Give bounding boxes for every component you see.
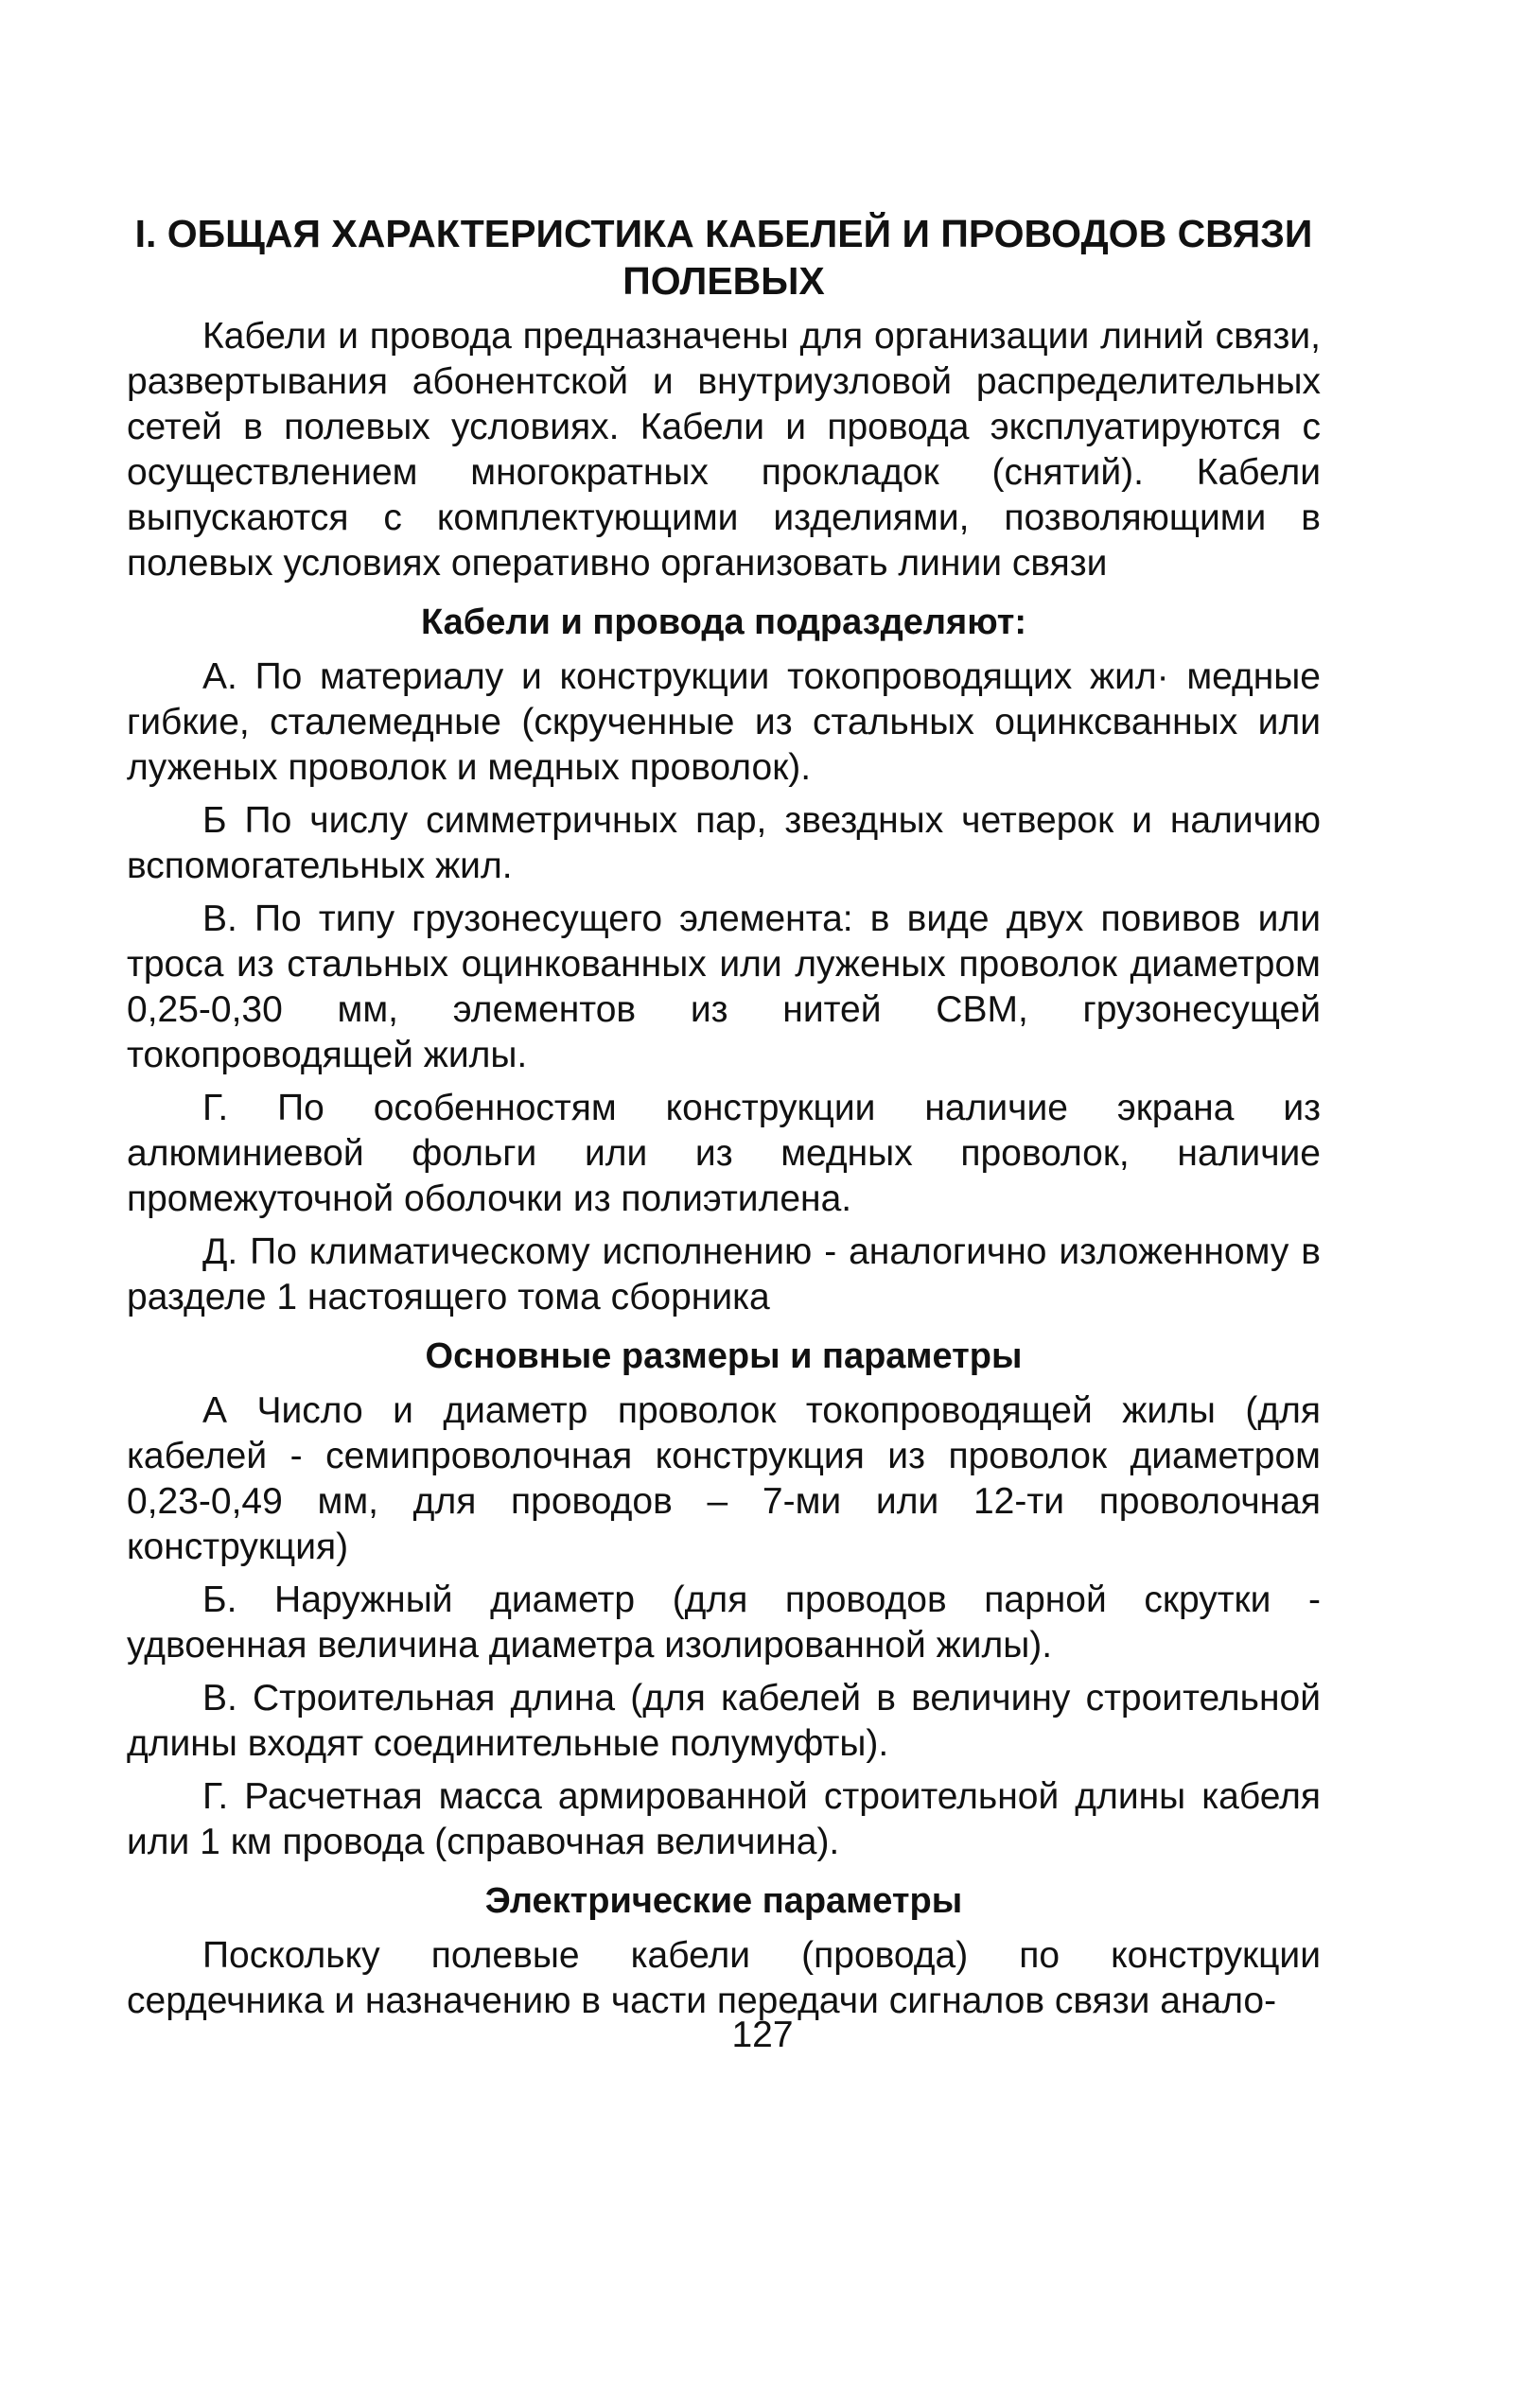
section-title (127, 210, 1321, 305)
page-number: 127 (731, 2015, 794, 2055)
intro-paragraph: Кабели и провода предназначены для организации линий связи, развертывания абонентской и внутриузловой распределительных сетей в полевых условиях. Кабели и провода эксплуатируются с осуществлением многократных прокладок (снятий). Кабели выпускаются с комплектующими изделиями, позволяющими в полевых условиях оперативно организовать линии связи (127, 316, 1321, 584)
electrical-paragraph: Поскольку полевые кабели (провода) по конструкции сердечника и назначению в части передачи сигналов связи анало- (127, 1935, 1321, 2021)
division-item-b: Б По числу симметричных пар, звездных четверок и наличию вспомогательных жил. (127, 800, 1321, 886)
page-content (127, 210, 1321, 2024)
division-item-a: А. По материалу и конструкции токопроводящих жил· медные гибкие, сталемедные (скрученные из стальных оцинксванных или луженых проволок и медных проволок). (127, 656, 1321, 788)
division-item-v: В. По типу грузонесущего элемента: в виде двух повивов или троса из стальных оцинкованных или луженых проволок диаметром 0,25-0,30 мм, элементов из нитей СВМ, грузонесущей токопроводящей жилы. (127, 899, 1321, 1075)
dimensions-heading: Основные размеры и параметры (425, 1336, 1023, 1376)
electrical-heading: Электрические параметры (484, 1881, 963, 1921)
division-heading: Кабели и провода подразделяют: (421, 602, 1026, 642)
dimensions-item-v: В. Строительная длина (для кабелей в величину строительной длины входят соединительные полумуфты). (127, 1678, 1321, 1764)
dimensions-item-b: Б. Наружный диаметр (для проводов парной скрутки - удвоенная величина диаметра изолированной жилы). (127, 1579, 1321, 1666)
division-item-g: Г. По особенностям конструкции наличие экрана из алюминиевой фольги или из медных проволок, наличие промежуточной оболочки из полиэтилена. (127, 1088, 1321, 1219)
section-title-line-1: I. ОБЩАЯ ХАРАКТЕРИСТИКА КАБЕЛЕЙ И ПРОВОДОВ СВЯЗИ (134, 212, 1313, 255)
dimensions-item-a: А Число и диаметр проволок токопроводящей жилы (для кабелей - семипроволочная конструкция из проволок диаметром 0,23-0,49 мм, для проводов – 7-ми или 12-ти проволочная конструкция) (127, 1390, 1321, 1567)
division-item-d: Д. По климатическому исполнению - аналогично изложенному в разделе 1 настоящего тома сборника (127, 1231, 1321, 1317)
section-title-line-2: ПОЛЕВЫХ (622, 259, 825, 303)
dimensions-item-g: Г. Расчетная масса армированной строительной длины кабеля или 1 км провода (справочная величина). (127, 1776, 1321, 1862)
